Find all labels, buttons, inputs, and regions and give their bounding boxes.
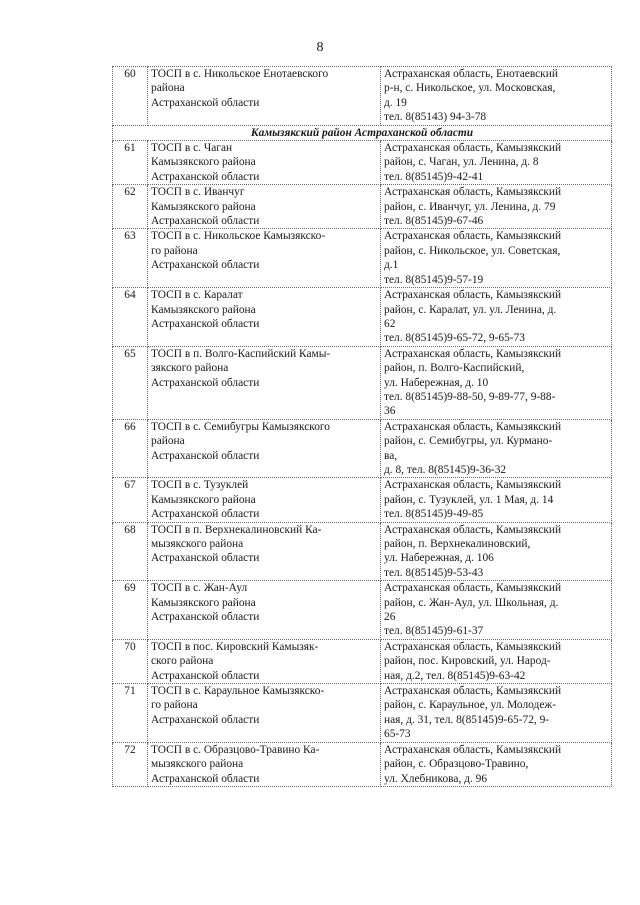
registry-table-body [113, 67, 612, 787]
office-name: ТОСП в с. Караульное Камызякско- го района Астраханской области [148, 684, 381, 743]
row-number: 65 [113, 346, 148, 419]
row-number: 70 [113, 639, 148, 683]
row-number: 69 [113, 581, 148, 640]
page-number: 8 [316, 40, 324, 55]
office-address: Астраханская область, Камызякский район, с. Каралат, ул. ул. Ленина, д. 62 тел. 8(85145)9-65-72, 9-65-73 [381, 288, 612, 347]
office-address: Астраханская область, Камызякский район, п. Верхнекалиновский, ул. Набережная, д. 106 тел. 8(85145)9-53-43 [381, 522, 612, 581]
row-number: 62 [113, 185, 148, 229]
table-row [113, 581, 612, 640]
row-number: 72 [113, 742, 148, 786]
row-number: 66 [113, 419, 148, 478]
office-address: Астраханская область, Камызякский район, п. Волго-Каспийский, ул. Набережная, д. 10 тел. 8(85145)9-88-50, 9-89-77, 9-88- 36 [381, 346, 612, 419]
table-row [113, 288, 612, 347]
office-name: ТОСП в с. Никольское Камызякско- го района Астраханской области [148, 229, 381, 288]
office-address: Астраханская область, Камызякский район, с. Семибугры, ул. Курмано- ва, д. 8, тел. 8(85145)9-36-32 [381, 419, 612, 478]
office-name: ТОСП в с. Чаган Камызякского района Астраханской области [148, 141, 381, 185]
row-number: 63 [113, 229, 148, 288]
table-row [113, 141, 612, 185]
table-row [113, 185, 612, 229]
office-address: Астраханская область, Камызякский район, с. Образцово-Травино, ул. Хлебникова, д. 96 [381, 742, 612, 786]
office-name: ТОСП в с. Тузуклей Камызякского района Астраханской области [148, 478, 381, 522]
table-row [113, 229, 612, 288]
office-address: Астраханская область, Енотаевский р-н, с. Никольское, ул. Московская, д. 19 тел. 8(85143) 94-3-78 [381, 67, 612, 126]
row-number: 61 [113, 141, 148, 185]
table-row [113, 478, 612, 522]
office-address: Астраханская область, Камызякский район, с. Жан-Аул, ул. Школьная, д. 26 тел. 8(85145)9-61-37 [381, 581, 612, 640]
table-row [113, 684, 612, 743]
office-name: ТОСП в с. Семибугры Камызякского района Астраханской области [148, 419, 381, 478]
office-address: Астраханская область, Камызякский район, с. Тузуклей, ул. 1 Мая, д. 14 тел. 8(85145)9-49-85 [381, 478, 612, 522]
office-address: Астраханская область, Камызякский район, с. Иванчуг, ул. Ленина, д. 79 тел. 8(85145)9-67-46 [381, 185, 612, 229]
office-name: ТОСП в с. Каралат Камызякского района Астраханской области [148, 288, 381, 347]
row-number: 71 [113, 684, 148, 743]
office-address: Астраханская область, Камызякский район, пос. Кировский, ул. Народ- ная, д.2, тел. 8(85145)9-63-42 [381, 639, 612, 683]
table-row [113, 346, 612, 419]
office-address: Астраханская область, Камызякский район, с. Караульное, ул. Молодеж- ная, д. 31, тел. 8(85145)9-65-72, 9- 65-73 [381, 684, 612, 743]
office-name: ТОСП в пос. Кировский Камызяк- ского района Астраханской области [148, 639, 381, 683]
office-name: ТОСП в п. Волго-Каспийский Камы- зякского района Астраханской области [148, 346, 381, 419]
section-row [113, 125, 612, 140]
row-number: 64 [113, 288, 148, 347]
office-name: ТОСП в с. Иванчуг Камызякского района Астраханской области [148, 185, 381, 229]
office-name: ТОСП в с. Жан-Аул Камызякского района Астраханской области [148, 581, 381, 640]
row-number: 67 [113, 478, 148, 522]
table-row [113, 522, 612, 581]
table-row [113, 639, 612, 683]
table-row [113, 419, 612, 478]
office-address: Астраханская область, Камызякский район, с. Чаган, ул. Ленина, д. 8 тел. 8(85145)9-42-41 [381, 141, 612, 185]
table-row [113, 742, 612, 786]
office-name: ТОСП в п. Верхнекалиновский Ка- мызякского района Астраханской области [148, 522, 381, 581]
table-row [113, 67, 612, 126]
office-name: ТОСП в с. Никольское Енотаевского района Астраханской области [148, 67, 381, 126]
row-number: 68 [113, 522, 148, 581]
row-number: 60 [113, 67, 148, 126]
section-heading: Камызякский район Астраханской области [113, 125, 612, 140]
office-name: ТОСП в с. Образцово-Травино Ка- мызякского района Астраханской области [148, 742, 381, 786]
registry-table [112, 66, 612, 787]
office-address: Астраханская область, Камызякский район, с. Никольское, ул. Советская, д.1 тел. 8(85145)9-57-19 [381, 229, 612, 288]
